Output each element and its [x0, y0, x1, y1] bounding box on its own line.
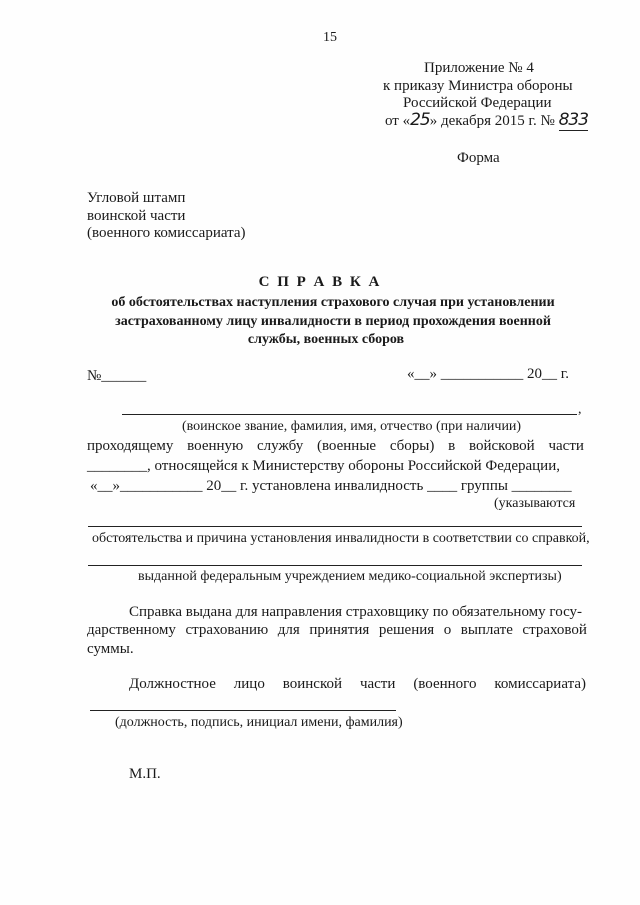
appendix-line-1: Приложение № 4 [424, 60, 534, 76]
name-caption: (воинское звание, фамилия, имя, отчество (при наличии) [182, 419, 522, 434]
body-word: (военные [316, 438, 377, 454]
circumstances-fill-line-1 [88, 526, 582, 527]
purpose-word: дарственному [87, 622, 176, 638]
certificate-date: «__» ___________ 20__ г. [407, 366, 569, 382]
purpose-word: решения [378, 622, 435, 638]
official-word: Должностное [129, 676, 216, 692]
purpose-word: страхованию [185, 622, 269, 638]
signature-caption: (должность, подпись, инициал имени, фамилия) [115, 715, 403, 730]
signature-fill-line [90, 710, 396, 711]
body-word: военную [187, 438, 244, 454]
handwritten-day: 25 [410, 110, 430, 130]
corner-stamp-line-2: воинской части [87, 208, 186, 224]
institution-caption: выданной федеральным учреждением медико-социальной экспертизы) [138, 569, 562, 584]
page-number: 15 [323, 30, 337, 45]
purpose-line-2 [87, 622, 587, 639]
official-word: комиссариата) [494, 676, 586, 692]
seal-place-label: М.П. [129, 766, 161, 782]
subtitle-line-3: службы, военных сборов [247, 332, 405, 347]
purpose-word: принятия [309, 622, 370, 638]
subtitle-line-2: застрахованному лицу инвалидности в период прохождения военной [115, 314, 551, 329]
body-line-1 [87, 438, 584, 455]
circumstances-caption: обстоятельства и причина установления инвалидности в соответствии со справкой, [92, 531, 590, 546]
official-word: воинской [282, 676, 343, 692]
body-word: части [548, 438, 584, 454]
appendix-date-mid: » декабря 2015 г. № [429, 113, 555, 129]
form-label: Форма [457, 150, 500, 166]
appendix-date-line [385, 110, 588, 130]
purpose-word: о [443, 622, 452, 638]
purpose-line-3: суммы. [87, 641, 134, 657]
purpose-line-1: Справка выдана для направления страховщику по обязательному госу- [129, 604, 583, 620]
appendix-line-2: к приказу Министра обороны [383, 78, 573, 94]
body-line-3: «__»___________ 20__ г. установлена инвалидность ____ группы ________ [90, 478, 572, 494]
body-line-4: (указываются [494, 496, 576, 511]
name-fill-line [122, 414, 577, 415]
appendix-line-3: Российской Федерации [403, 95, 552, 111]
appendix-date-prefix: от « [385, 113, 411, 129]
body-word: сборы) [389, 438, 435, 454]
body-line-2: ________, относящейся к Министерству обороны Российской Федерации, [87, 458, 560, 474]
corner-stamp-line-1: Угловой штамп [87, 190, 186, 206]
corner-stamp-line-3: (военного комиссариата) [87, 225, 246, 241]
handwritten-order-number: 833 [558, 110, 589, 130]
purpose-word: страховой [522, 622, 587, 638]
official-line [129, 676, 586, 693]
official-word: части [359, 676, 396, 692]
purpose-word: для [277, 622, 300, 638]
official-word: (военного [413, 676, 477, 692]
official-word: лицо [233, 676, 265, 692]
body-word: службу [257, 438, 304, 454]
purpose-word: выплате [460, 622, 513, 638]
certificate-number: №______ [87, 368, 147, 384]
subtitle-line-1: об обстоятельствах наступления страхового случая при установлении [111, 295, 555, 310]
body-word: проходящему [87, 438, 174, 454]
document-title: С П Р А В К А [258, 274, 382, 290]
circumstances-fill-line-2 [88, 565, 582, 566]
body-word: войсковой [469, 438, 535, 454]
body-word: в [448, 438, 456, 454]
name-line-comma: , [578, 402, 582, 417]
